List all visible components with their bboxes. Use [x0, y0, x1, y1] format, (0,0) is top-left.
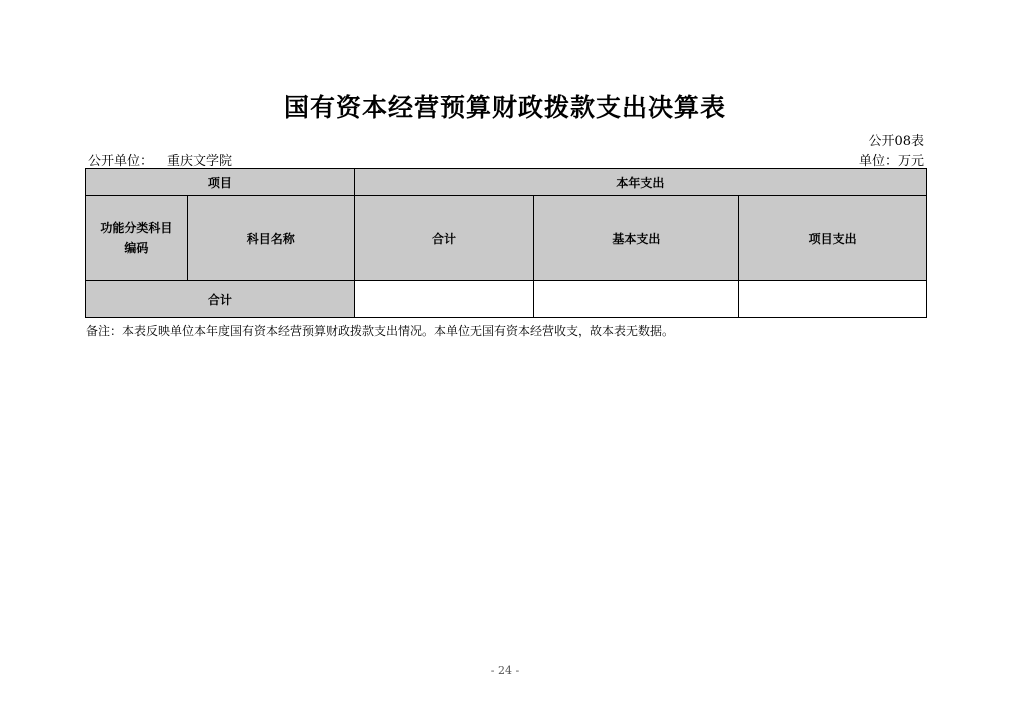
currency-unit: 单位：万元: [858, 154, 924, 169]
total-row-label: 合计: [86, 281, 355, 318]
page-number: - 24 -: [490, 664, 520, 677]
table-row: [86, 281, 927, 318]
table-header-row-2: [86, 196, 927, 281]
header-project-expense: 项目支出: [739, 196, 927, 281]
reporting-unit-label: 公开单位：: [88, 154, 154, 169]
project-value-cell: [739, 281, 927, 318]
header-project: 项目: [86, 169, 355, 196]
basic-value-cell: [534, 281, 739, 318]
reporting-unit: [88, 150, 232, 169]
header-year-expense: 本年支出: [354, 169, 926, 196]
header-total: 合计: [354, 196, 534, 281]
table-header-row-1: [86, 169, 927, 196]
form-number: 公开08表: [868, 134, 924, 149]
total-value-cell: [354, 281, 534, 318]
header-function-code-line1: 功能分类科目: [100, 221, 173, 235]
header-function-code-line2: 编码: [124, 241, 149, 255]
reporting-unit-name: 重庆文学院: [167, 154, 233, 169]
header-subject-name: 科目名称: [187, 196, 354, 281]
header-basic-expense: 基本支出: [534, 196, 739, 281]
page-title: 国有资本经营预算财政拨款支出决算表: [283, 93, 726, 122]
expenditure-table: [85, 168, 927, 318]
header-function-code: [86, 196, 188, 281]
table-note: 备注：本表反映单位本年度国有资本经营预算财政拨款支出情况。本单位无国有资本经营收支，故本表无数据。: [86, 324, 675, 338]
